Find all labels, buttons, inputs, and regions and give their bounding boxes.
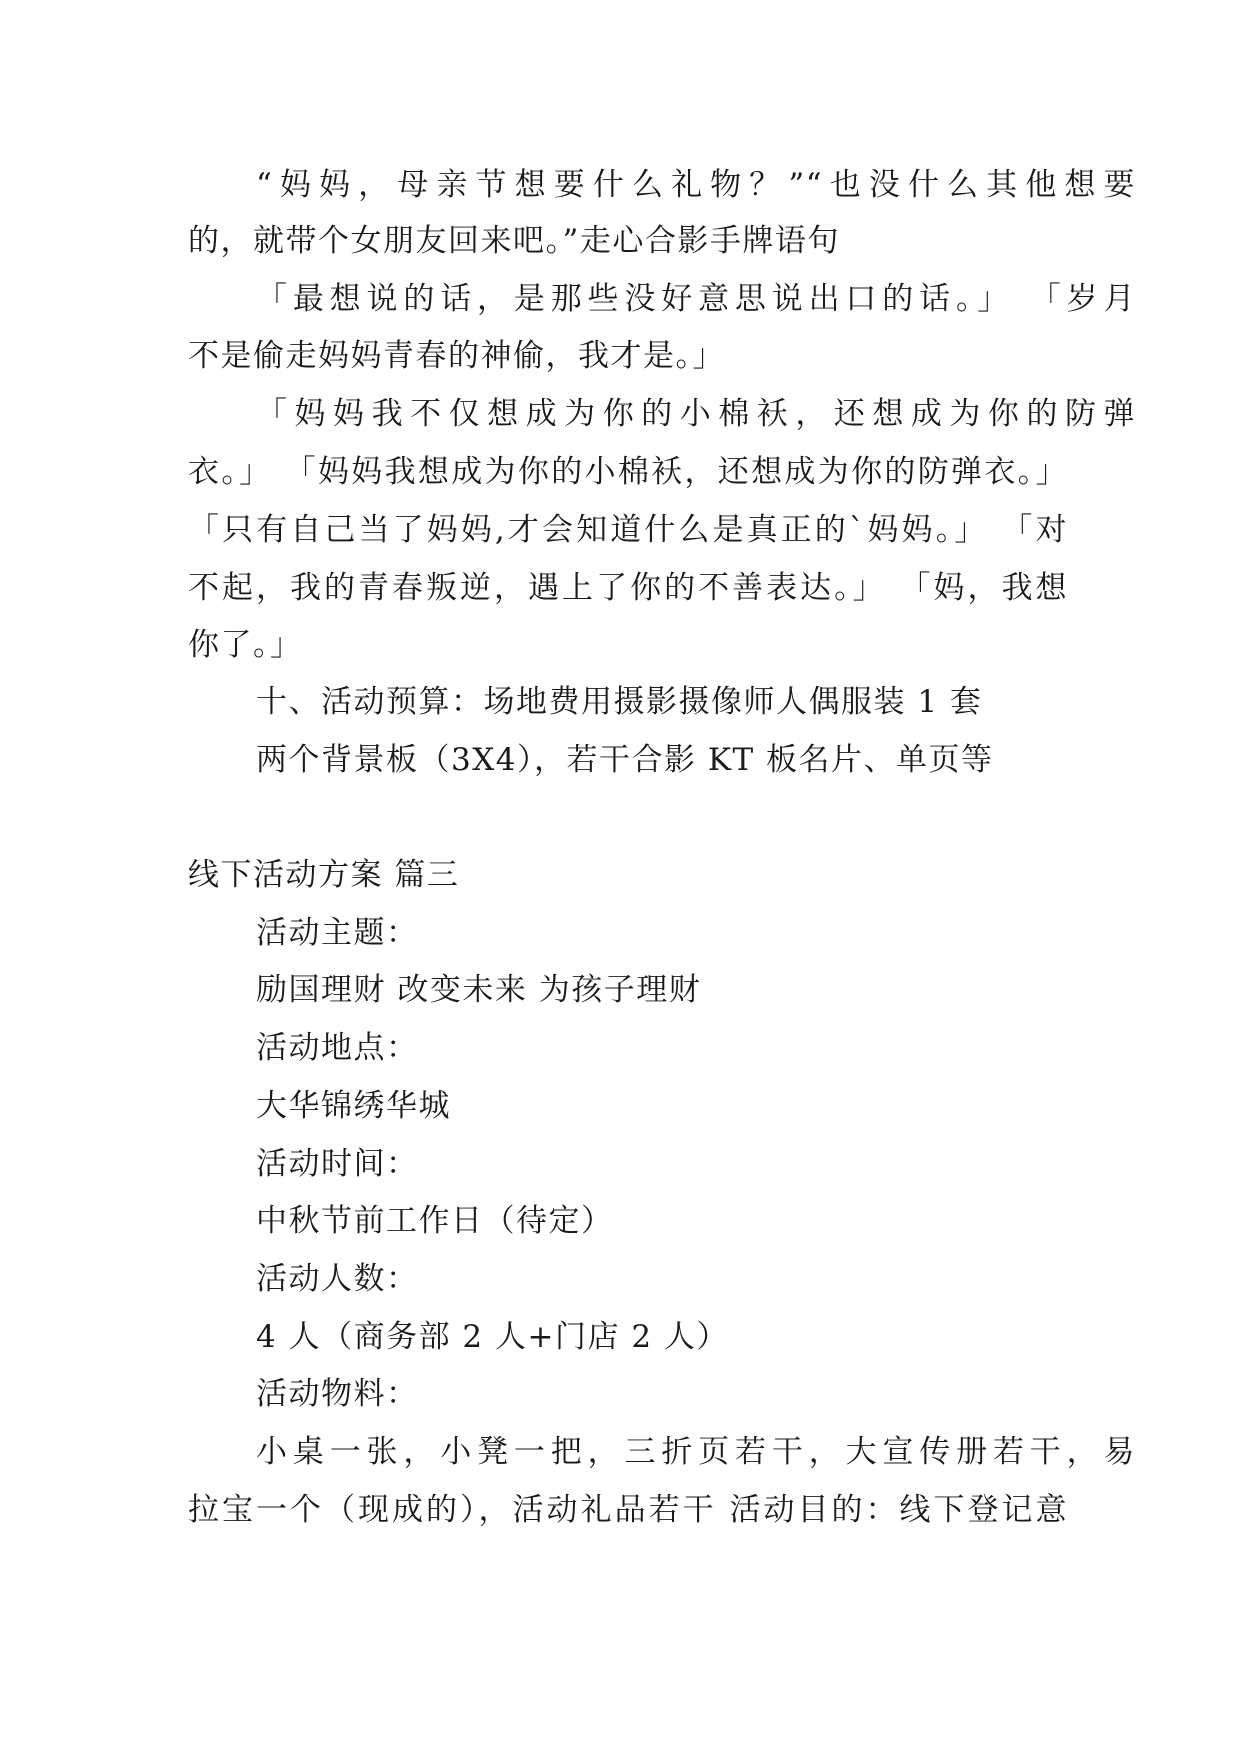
field-value: 大华锦绣华城 [256, 1088, 451, 1124]
paragraph-line: 十、活动预算：场地费用摄影摄像师人偶服装 1 套 [256, 684, 983, 720]
field-value: 中秋节前工作日（待定） [256, 1203, 614, 1239]
field-value: 4 人（商务部 2 人+门店 2 人） [256, 1319, 729, 1355]
paragraph-line: 不是偷走妈妈青春的神偷，我才是。」 [188, 338, 725, 374]
field-label: 活动地点： [256, 1030, 419, 1066]
paragraph-line: 「只有自己当了妈妈,才会知道什么是真正的`妈妈。」 「对 [188, 512, 1068, 548]
field-label: 活动人数： [256, 1261, 419, 1297]
paragraph-line: “妈妈，母亲节想要什么礼物？”“也没什么其他想要 [256, 167, 1136, 203]
paragraph-line: 拉宝一个（现成的），活动礼品若干 活动目的：线下登记意 [188, 1492, 1068, 1528]
paragraph-line: 「最想说的话，是那些没好意思说出口的话。」 「岁月 [256, 281, 1136, 317]
paragraph-line: 两个背景板（3X4），若干合影 KT 板名片、单页等 [256, 742, 994, 778]
paragraph-line: 衣。」 「妈妈我想成为你的小棉袄，还想成为你的防弹衣。」 [188, 454, 1068, 490]
field-label: 活动时间： [256, 1146, 419, 1182]
paragraph-line: 你了。」 [188, 627, 303, 663]
field-label: 活动物料： [256, 1376, 419, 1412]
paragraph-line: 小桌一张，小凳一把，三折页若干，大宣传册若干，易 [256, 1434, 1136, 1470]
field-label: 活动主题： [256, 915, 419, 951]
section-title: 线下活动方案 篇三 [188, 857, 460, 893]
field-value: 励国理财 改变未来 为孩子理财 [256, 972, 702, 1008]
paragraph-line: 「妈妈我不仅想成为你的小棉袄，还想成为你的防弹 [256, 396, 1136, 432]
paragraph-line: 的，就带个女朋友回来吧。”走心合影手牌语句 [188, 223, 840, 259]
paragraph-line: 不起，我的青春叛逆，遇上了你的不善表达。」 「妈，我想 [188, 570, 1068, 606]
